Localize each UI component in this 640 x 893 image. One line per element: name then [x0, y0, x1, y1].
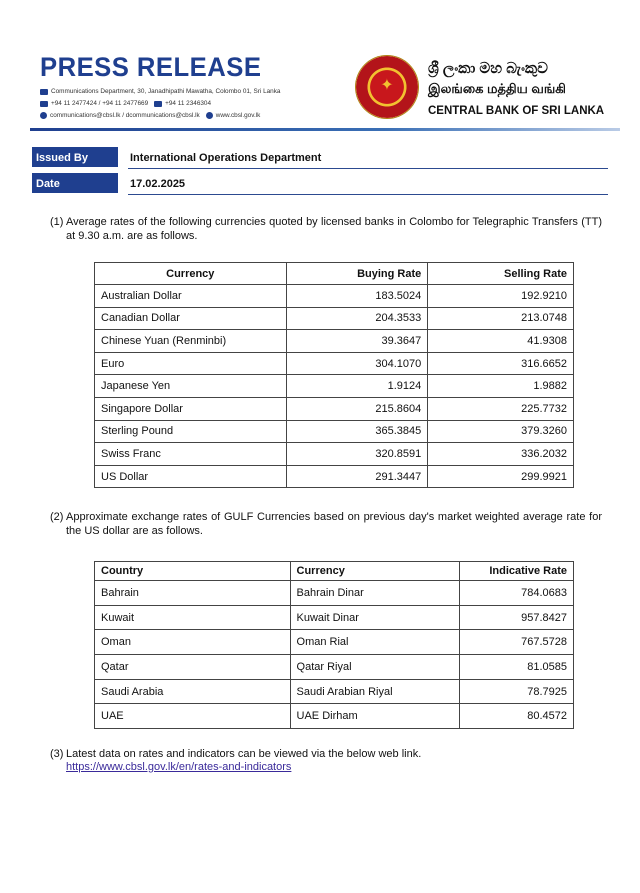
gulf-col-rate: Indicative Rate — [460, 562, 574, 581]
gulf-cell: Oman — [95, 630, 291, 655]
gulf-col-country: Country — [95, 562, 291, 581]
date-label: Date — [32, 173, 118, 195]
rates-indicators-link[interactable]: https://www.cbsl.gov.lk/en/rates-and-indicators — [66, 761, 292, 773]
gulf-cell: UAE — [95, 704, 291, 729]
gulf-cell: 957.8427 — [460, 605, 574, 630]
gulf-header-row — [95, 562, 574, 581]
tt-row — [95, 397, 574, 420]
tt-cell: 1.9882 — [428, 375, 574, 398]
gulf-cell: 78.7925 — [460, 679, 574, 704]
press-release-title: PRESS RELEASE — [40, 52, 262, 82]
section-1-paragraph — [52, 215, 602, 243]
tt-row — [95, 330, 574, 353]
tt-cell: 1.9124 — [286, 375, 428, 398]
gulf-col-currency: Currency — [290, 562, 460, 581]
tt-cell: 320.8591 — [286, 443, 428, 466]
gulf-cell: Saudi Arabian Riyal — [290, 679, 460, 704]
gulf-cell: Oman Rial — [290, 630, 460, 655]
gulf-cell: UAE Dirham — [290, 704, 460, 729]
issued-by-row — [32, 147, 608, 173]
tt-cell: Singapore Dollar — [95, 397, 287, 420]
tt-col-selling: Selling Rate — [428, 263, 574, 285]
section-3-text: Latest data on rates and indicators can be viewed via the below web link. — [66, 748, 422, 760]
gulf-cell: 80.4572 — [460, 704, 574, 729]
section-2-number: (2) — [50, 511, 64, 523]
tt-header-row — [95, 263, 574, 285]
tt-cell: 365.3845 — [286, 420, 428, 443]
tt-row — [95, 465, 574, 488]
tt-row — [95, 285, 574, 308]
issued-by-label: Issued By — [32, 147, 118, 169]
tt-cell: 183.5024 — [286, 285, 428, 308]
gulf-cell: Qatar Riyal — [290, 655, 460, 680]
tt-row — [95, 375, 574, 398]
section-3-paragraph — [52, 747, 602, 761]
tt-cell: 213.0748 — [428, 307, 574, 330]
date-row — [32, 173, 608, 199]
bank-name-tamil: இலங்கை மத்திய வங்கி — [428, 81, 566, 96]
phone-text: +94 11 2477424 / +94 11 2477669 — [51, 100, 149, 107]
bank-name-sinhala: ශ්‍රී ලංකා මහ බැංකුව — [428, 60, 548, 77]
tt-cell: Sterling Pound — [95, 420, 287, 443]
tt-cell: US Dollar — [95, 465, 287, 488]
tt-cell: 304.1070 — [286, 352, 428, 375]
gulf-cell: 767.5728 — [460, 630, 574, 655]
tt-cell: Swiss Franc — [95, 443, 287, 466]
tt-cell: 299.9921 — [428, 465, 574, 488]
tt-cell: 336.2032 — [428, 443, 574, 466]
tt-row — [95, 352, 574, 375]
tt-row — [95, 420, 574, 443]
date-value: 17.02.2025 — [128, 173, 608, 195]
gulf-cell: Bahrain Dinar — [290, 581, 460, 606]
email-text: communications@cbsl.lk / dcommunications@cbsl.lk — [50, 112, 200, 119]
cbsl-seal-logo — [356, 56, 418, 118]
fax-text: +94 11 2346304 — [165, 100, 212, 107]
press-release-header — [0, 0, 640, 140]
section-1-number: (1) — [50, 216, 64, 228]
gulf-row — [95, 704, 574, 729]
release-meta — [32, 147, 608, 199]
gulf-row — [95, 655, 574, 680]
section-1-text: Average rates of the following currencies quoted by licensed banks in Colombo for Telegraphic Transfers (TT) at 9.30 a.m. are as follows. — [66, 216, 602, 242]
phone-icon — [40, 101, 48, 107]
gulf-row — [95, 605, 574, 630]
tt-cell: 39.3647 — [286, 330, 428, 353]
gulf-cell: 81.0585 — [460, 655, 574, 680]
tt-cell: Japanese Yen — [95, 375, 287, 398]
tt-row — [95, 307, 574, 330]
header-divider — [30, 128, 620, 131]
address-line — [40, 88, 280, 95]
mail-icon — [40, 89, 48, 95]
section-2-paragraph — [52, 510, 602, 538]
gulf-row — [95, 581, 574, 606]
tt-cell: 291.3447 — [286, 465, 428, 488]
tt-cell: Euro — [95, 352, 287, 375]
gulf-cell: Saudi Arabia — [95, 679, 291, 704]
tt-col-buying: Buying Rate — [286, 263, 428, 285]
bank-name-english: CENTRAL BANK OF SRI LANKA — [428, 105, 605, 117]
issued-by-value: International Operations Department — [128, 147, 608, 169]
tt-cell: 41.9308 — [428, 330, 574, 353]
gulf-cell: 784.0683 — [460, 581, 574, 606]
globe-icon — [206, 112, 213, 119]
at-icon — [40, 112, 47, 119]
tt-rates-table — [94, 262, 574, 488]
gulf-cell: Qatar — [95, 655, 291, 680]
section-3-number: (3) — [50, 748, 64, 760]
section-2-text: Approximate exchange rates of GULF Currencies based on previous day's market weighted average rate for the US dollar are as follows. — [66, 511, 602, 537]
tt-cell: 225.7732 — [428, 397, 574, 420]
gulf-rates-table — [94, 561, 574, 729]
tt-cell: 204.3533 — [286, 307, 428, 330]
gulf-cell: Bahrain — [95, 581, 291, 606]
gulf-cell: Kuwait — [95, 605, 291, 630]
gulf-cell: Kuwait Dinar — [290, 605, 460, 630]
gulf-row — [95, 679, 574, 704]
tt-cell: 215.8604 — [286, 397, 428, 420]
address-text: Communications Department, 30, Janadhipathi Mawatha, Colombo 01, Sri Lanka — [51, 88, 281, 95]
phone-line — [40, 100, 211, 107]
tt-cell: 316.6652 — [428, 352, 574, 375]
website-text: www.cbsl.gov.lk — [215, 112, 261, 119]
email-line — [40, 112, 260, 119]
gulf-row — [95, 630, 574, 655]
tt-col-currency: Currency — [95, 263, 287, 285]
fax-icon — [154, 101, 162, 107]
tt-cell: Canadian Dollar — [95, 307, 287, 330]
tt-cell: 192.9210 — [428, 285, 574, 308]
tt-cell: Australian Dollar — [95, 285, 287, 308]
tt-cell: Chinese Yuan (Renminbi) — [95, 330, 287, 353]
tt-row — [95, 443, 574, 466]
lion-emblem-icon: ✦ — [380, 77, 394, 94]
tt-cell: 379.3260 — [428, 420, 574, 443]
